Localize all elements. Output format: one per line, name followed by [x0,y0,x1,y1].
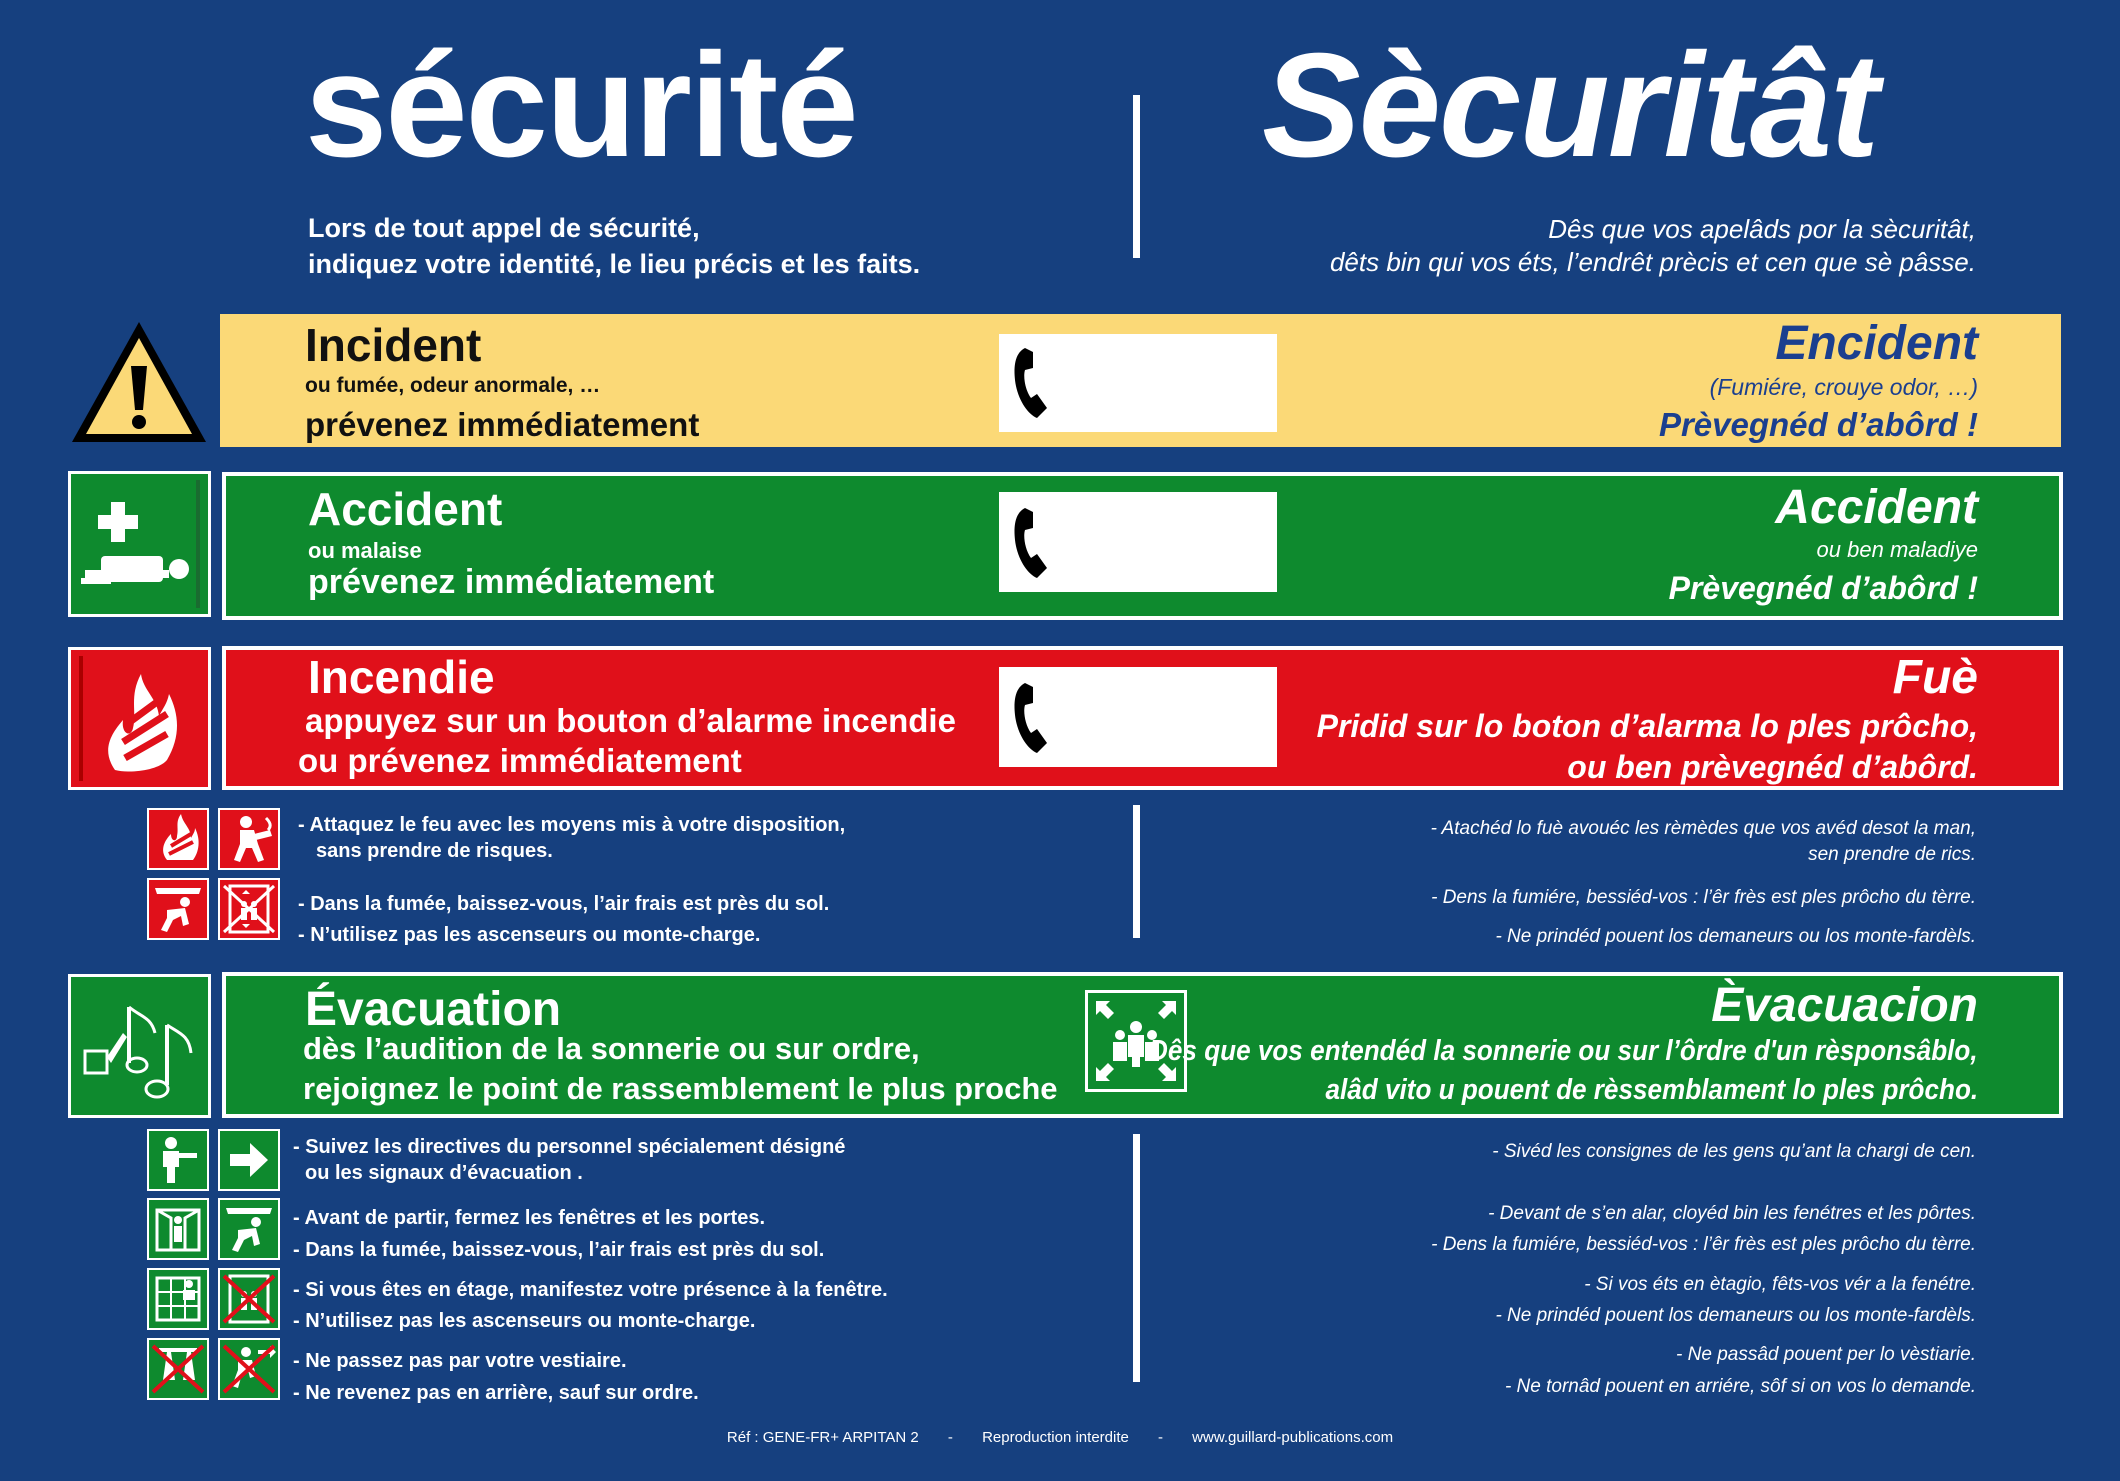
intro-arpitan: Dês que vos apelâds por la sècuritât, dêts bin qui vos éts, l’endrêt prècis et cen que sè pâsse. [1329,214,1976,277]
incendie-line2-ar: ou ben prèvegnéd d’abôrd. [1567,749,1978,785]
evacuation-line2-fr: rejoignez le point de rassemblement le plus proche [303,1071,1058,1106]
alarm-music-icon [68,974,211,1118]
phone-icon [1011,346,1055,420]
evac-instruction-ar-2: - Devant de s’en alar, cloyéd bin les fenétres et les pôrtes. [1488,1203,1976,1224]
phone-icon [1011,506,1055,580]
person-fighting-fire-icon [218,808,280,870]
evac-instruction-ar-1: - Sivéd les consignes de les gens qu’ant la chargi de cen. [1492,1141,1976,1162]
no-cloakroom-icon [147,1338,209,1400]
evac-divider [1133,1134,1140,1382]
incident-sub-ar: (Fumiére, crouye odor, …) [1709,374,1978,400]
footer-reference: Réf : GENE-FR+ ARPITAN 2 - Reproduction interdite - www.guillard-publications.com [726,1429,1394,1446]
incident-sub-fr: ou fumée, odeur anormale, … [305,374,601,397]
incendie-line1-ar: Pridid sur lo boton d’alarma lo ples prôcho, [1316,708,1978,744]
fire-instruction-2: - Dans la fumée, baissez-vous, l’air frais est près du sol. [298,893,830,915]
incendie-line2-fr: ou prévenez immédiatement [298,742,742,779]
fire-instruction-3: - N’utilisez pas les ascenseurs ou monte-charge. [298,924,761,946]
incendie-phone-field[interactable] [999,667,1277,767]
no-elevator-icon [218,1268,280,1330]
evac-instruction-3: - Dans la fumée, baissez-vous, l’air frais est près du sol. [293,1239,825,1261]
accident-action-fr: prévenez immédiatement [308,563,715,601]
crouch-smoke-icon [218,1198,280,1260]
title-french: sécurité [305,23,857,188]
no-return-icon [218,1338,280,1400]
fire-instruction-ar-1: - Atachéd lo fuè avouéc les rèmèdes que vos avéd desot la man, [1430,818,1976,839]
arrow-right-icon [218,1129,280,1191]
incident-title-ar: Encident [1775,317,1978,370]
evac-instruction-ar-5: - Ne prindéd pouent los demaneurs ou los monte-fardèls. [1495,1305,1976,1326]
evac-instruction-6: - Ne passez pas par votre vestiaire. [293,1350,627,1372]
evacuation-title-fr: Évacuation [305,983,562,1036]
accident-phone-field[interactable] [999,492,1277,592]
accident-action-ar: Prèvegnéd d’abôrd ! [1668,570,1978,606]
accident-title-fr: Accident [308,483,503,535]
evac-instruction-7: - Ne revenez pas en arrière, sauf sur ordre. [293,1382,699,1404]
title-arpitan: Sècuritât [1262,23,1878,188]
evac-instruction-ar-4: - Si vos éts en ètagio, fêts-vos vér a la fenétre. [1584,1274,1976,1295]
fire-icon [68,647,211,790]
incident-action-fr: prévenez immédiatement [305,406,700,443]
evac-instruction-1b: ou les signaux d’évacuation . [305,1162,583,1184]
incident-action-ar: Prèvegnéd d’abôrd ! [1658,406,1978,443]
evacuation-line2-ar: alâd vito u pouent de rèssemblament lo ples prôcho. [1325,1074,1978,1106]
evac-instruction-ar-7: - Ne tornâd pouent en arriére, sôf si on vos lo demande. [1504,1376,1976,1397]
warning-icon [68,318,210,446]
fire-extinguish-icon [147,808,209,870]
intro-french: Lors de tout appel de sécurité, indiquez votre identité, le lieu précis et les faits. [308,213,921,279]
evac-instruction-1: - Suivez les directives du personnel spécialement désigné [293,1136,846,1158]
evac-instruction-ar-6: - Ne passâd pouent per lo vèstiarie. [1676,1344,1976,1365]
incendie-line1-fr: appuyez sur un bouton d’alarme incendie [305,702,956,739]
accident-sub-fr: ou malaise [308,538,422,563]
evacuation-title-ar: Èvacuacion [1711,979,1978,1032]
fire-instruction-ar-1b: sen prendre de rics. [1808,844,1976,865]
fire-instruction-1b: sans prendre de risques. [316,840,553,862]
incendie-title-fr: Incendie [308,651,495,703]
accident-title-ar: Accident [1775,481,1978,534]
window-presence-icon [147,1268,209,1330]
fire-instruction-ar-2: - Dens la fumiére, bessiéd-vos : l’êr frès est ples prôcho du tèrre. [1431,887,1976,908]
evacuation-line1-fr: dès l’audition de la sonnerie ou sur ordre, [303,1031,920,1066]
evacuation-line1-ar: Dês que vos entendéd la sonnerie ou sur l’ôrdre d'un rèsponsâblo, [1149,1035,1978,1067]
crouch-smoke-icon [147,878,209,940]
fire-instruction-ar-3: - Ne prindéd pouent los demaneurs ou los monte-fardèls. [1495,926,1976,947]
no-elevator-icon [218,878,280,940]
header-divider [1133,95,1140,258]
person-directing-icon [147,1129,209,1191]
incident-phone-field[interactable] [999,334,1277,432]
fire-instruction-1: - Attaquez le feu avec les moyens mis à votre disposition, [298,814,846,836]
phone-icon [1011,681,1055,755]
fire-divider [1133,805,1140,938]
evac-instruction-2: - Avant de partir, fermez les fenêtres et les portes. [293,1207,766,1229]
evac-instruction-ar-3: - Dens la fumiére, bessiéd-vos : l’êr frès est ples prôcho du tèrre. [1431,1234,1976,1255]
incident-title-fr: Incident [305,319,482,371]
first-aid-icon [68,471,211,617]
evac-instruction-4: - Si vous êtes en étage, manifestez votre présence à la fenêtre. [293,1279,888,1301]
accident-sub-ar: ou ben maladiye [1816,537,1978,562]
close-window-icon [147,1198,209,1260]
incendie-title-ar: Fuè [1892,651,1978,704]
evac-instruction-5: - N’utilisez pas les ascenseurs ou monte-charge. [293,1310,756,1332]
